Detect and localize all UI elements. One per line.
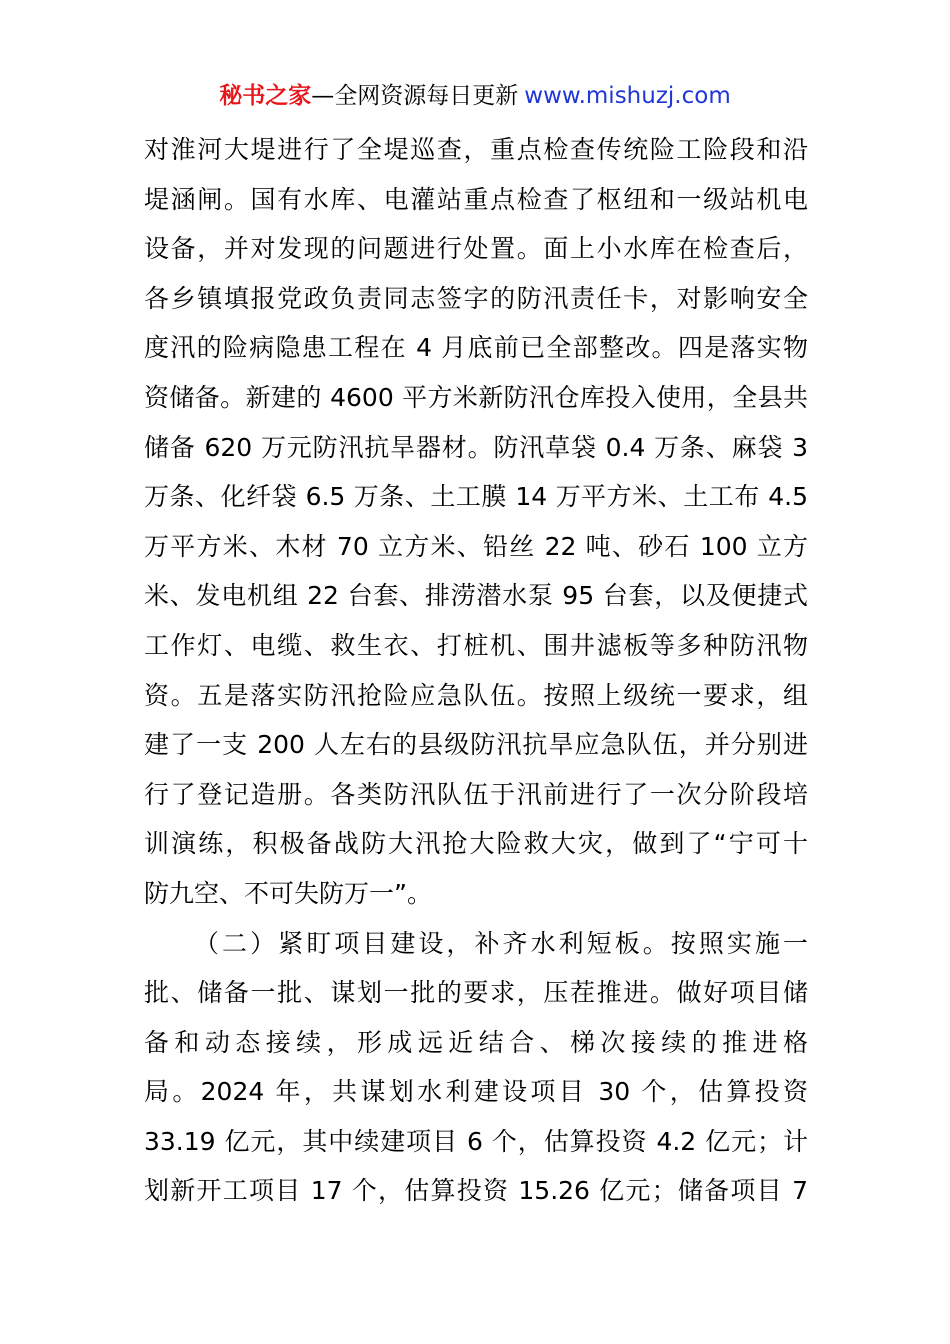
text-line: 局。2024 年，共谋划水利建设项目 30 个，估算投资 — [144, 1077, 808, 1107]
text-line: 划新开工项目 17 个，估算投资 15.26 亿元；储备项目 7 — [144, 1176, 808, 1206]
text-line: 建了一支 200 人左右的县级防汛抗旱应急队伍，并分别进 — [144, 730, 808, 760]
header-tagline: —全网资源每日更新 — [311, 83, 519, 109]
text-line: 备和动态接续，形成远近结合、梯次接续的推进格 — [144, 1027, 808, 1057]
text-line: 33.19 亿元，其中续建项目 6 个，估算投资 4.2 亿元；计 — [144, 1126, 808, 1156]
text-line: 行了登记造册。各类防汛队伍于汛前进行了一次分阶段培 — [144, 779, 808, 809]
text-line: 工作灯、电缆、救生衣、打桩机、围井滤板等多种防汛物 — [144, 630, 808, 660]
text-line: 万条、化纤袋 6.5 万条、土工膜 14 万平方米、土工布 4.5 — [144, 482, 808, 512]
text-line: 堤涵闸。国有水库、电灌站重点检查了枢纽和一级站机电 — [144, 184, 808, 214]
document-body — [144, 125, 808, 1216]
text-line: 设备，并对发现的问题进行处置。面上小水库在检查后， — [144, 234, 808, 264]
site-header — [0, 80, 950, 112]
site-url[interactable]: www.mishuzj.com — [524, 83, 731, 109]
text-line: 资。五是落实防汛抢险应急队伍。按照上级统一要求，组 — [144, 680, 808, 710]
brand-name: 秘书之家 — [219, 83, 312, 109]
text-line: 资储备。新建的 4600 平方米新防汛仓库投入使用，全县共 — [144, 382, 808, 412]
text-line: 训演练，积极备战防大汛抢大险救大灾，做到了“宁可十 — [144, 829, 808, 859]
text-line: 万平方米、木材 70 立方米、铅丝 22 吨、砂石 100 立方 — [144, 531, 808, 561]
section-heading-line: （二）紧盯项目建设，补齐水利短板。按照实施一 — [194, 928, 808, 958]
text-line: 米、发电机组 22 台套、排涝潜水泵 95 台套，以及便捷式 — [144, 581, 808, 611]
text-line: 各乡镇填报党政负责同志签字的防汛责任卡，对影响安全 — [144, 283, 808, 313]
text-line: 批、储备一批、谋划一批的要求，压茬推进。做好项目储 — [144, 978, 808, 1008]
text-line: 储备 620 万元防汛抗旱器材。防汛草袋 0.4 万条、麻袋 3 — [144, 432, 808, 462]
text-line: 防九空、不可失防万一”。 — [144, 878, 432, 908]
text-line: 度汛的险病隐患工程在 4 月底前已全部整改。四是落实物 — [144, 333, 808, 363]
text-line: 对淮河大堤进行了全堤巡查，重点检查传统险工险段和沿 — [144, 135, 808, 164]
